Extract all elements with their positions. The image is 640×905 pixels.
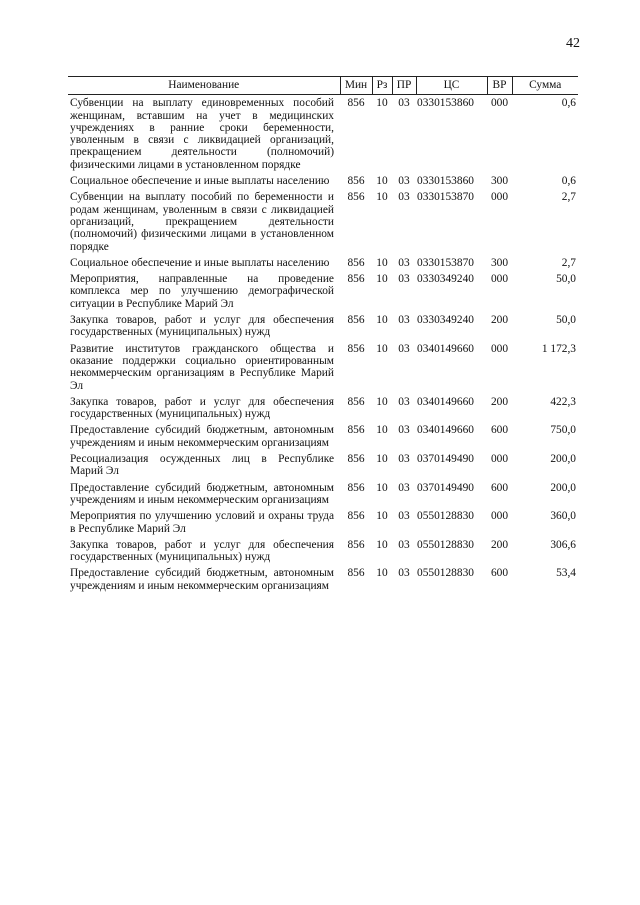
row-sum: 2,7 — [561, 256, 576, 269]
row-vr: 600 — [490, 424, 509, 437]
table-row — [68, 508, 578, 537]
row-cs: 0330153870 — [417, 191, 474, 204]
table-row — [68, 271, 578, 312]
row-min: 856 — [347, 314, 365, 327]
row-cs: 0330153860 — [417, 175, 474, 188]
row-rz: 10 — [376, 191, 388, 204]
row-pr: 03 — [398, 567, 410, 580]
row-pr: 03 — [398, 481, 410, 494]
header-vr: ВР — [487, 77, 512, 95]
header-rz: Рз — [372, 77, 392, 95]
table-row — [68, 255, 578, 271]
row-vr: 200 — [490, 395, 509, 408]
row-name: Ресоциализация осужденных лиц в Республике Марий Эл — [70, 453, 334, 478]
row-min: 856 — [347, 342, 365, 355]
budget-table — [68, 76, 578, 594]
table-row — [68, 565, 578, 594]
row-rz: 10 — [376, 567, 388, 580]
row-sum: 200,0 — [550, 481, 576, 494]
row-vr: 000 — [490, 97, 509, 110]
row-pr: 03 — [398, 342, 410, 355]
row-vr: 000 — [490, 273, 509, 286]
header-cs: ЦС — [416, 77, 487, 95]
row-sum: 1 172,3 — [541, 342, 576, 355]
row-sum: 200,0 — [550, 453, 576, 466]
row-name: Закупка товаров, работ и услуг для обеспечения государственных (муниципальных) нужд — [70, 538, 334, 564]
row-rz: 10 — [376, 395, 388, 408]
table-row — [68, 312, 578, 341]
row-min: 856 — [347, 538, 365, 551]
row-cs: 0370149490 — [417, 481, 474, 494]
row-sum: 0,6 — [561, 175, 576, 188]
row-name: Социальное обеспечение и иные выплаты населению — [70, 256, 330, 269]
table-row — [68, 537, 578, 566]
row-rz: 10 — [376, 342, 388, 355]
row-name: Закупка товаров, работ и услуг для обеспечения государственных (муниципальных) нужд — [70, 395, 334, 421]
row-sum: 50,0 — [556, 314, 576, 327]
header-name: Наименование — [68, 77, 340, 95]
row-name: Предоставление субсидий бюджетным, автономным учреждениям и иным некоммерческим организациям — [70, 424, 334, 449]
row-cs: 0330349240 — [417, 273, 474, 286]
row-min: 856 — [347, 175, 365, 188]
row-vr: 300 — [490, 256, 509, 269]
row-pr: 03 — [398, 175, 410, 188]
row-sum: 53,4 — [556, 567, 576, 580]
row-pr: 03 — [398, 314, 410, 327]
row-min: 856 — [347, 424, 365, 437]
row-vr: 000 — [490, 453, 509, 466]
row-cs: 0550128830 — [417, 510, 474, 523]
table-row — [68, 451, 578, 480]
header-min: Мин — [340, 77, 372, 95]
table-body — [68, 95, 578, 594]
row-sum: 750,0 — [550, 424, 576, 437]
row-min: 856 — [347, 97, 365, 110]
row-pr: 03 — [398, 273, 410, 286]
row-sum: 306,6 — [550, 538, 576, 551]
row-cs: 0550128830 — [417, 567, 474, 580]
row-rz: 10 — [376, 256, 388, 269]
row-cs: 0330349240 — [417, 314, 474, 327]
row-name: Субвенции на выплату единовременных пособий женщинам, вставшим на учет в медицинских учреждениях в ранние сроки беременности, уволенным в связи с ликвидацией организаций, прекращением деятельности (полномочий) физическими лицами в установленном порядке — [70, 97, 334, 171]
row-pr: 03 — [398, 453, 410, 466]
row-rz: 10 — [376, 314, 388, 327]
row-sum: 50,0 — [556, 273, 576, 286]
row-cs: 0330153870 — [417, 256, 474, 269]
row-min: 856 — [347, 191, 365, 204]
row-vr: 200 — [490, 538, 509, 551]
row-min: 856 — [347, 510, 365, 523]
row-rz: 10 — [376, 510, 388, 523]
row-min: 856 — [347, 395, 365, 408]
row-min: 856 — [347, 453, 365, 466]
row-cs: 0550128830 — [417, 538, 474, 551]
row-cs: 0330153860 — [417, 97, 474, 110]
row-vr: 600 — [490, 481, 509, 494]
row-cs: 0340149660 — [417, 342, 474, 355]
row-vr: 600 — [490, 567, 509, 580]
table-header — [68, 77, 578, 95]
row-cs: 0370149490 — [417, 453, 474, 466]
row-vr: 000 — [490, 510, 509, 523]
row-vr: 300 — [490, 175, 509, 188]
row-name: Социальное обеспечение и иные выплаты населению — [70, 175, 330, 188]
table-row — [68, 480, 578, 509]
header-pr: ПР — [392, 77, 416, 95]
row-sum: 422,3 — [550, 395, 576, 408]
row-cs: 0340149660 — [417, 424, 474, 437]
row-rz: 10 — [376, 97, 388, 110]
row-vr: 000 — [490, 191, 509, 204]
row-pr: 03 — [398, 256, 410, 269]
row-rz: 10 — [376, 273, 388, 286]
row-rz: 10 — [376, 481, 388, 494]
row-min: 856 — [347, 481, 365, 494]
row-name: Мероприятия по улучшению условий и охраны труда в Республике Марий Эл — [70, 510, 334, 535]
row-pr: 03 — [398, 97, 410, 110]
budget-table-container — [68, 76, 578, 594]
row-min: 856 — [347, 273, 365, 286]
row-sum: 2,7 — [561, 191, 576, 204]
row-name: Мероприятия, направленные на проведение комплекса мер по улучшению демографической ситуации в Республике Марий Эл — [70, 273, 334, 310]
row-min: 856 — [347, 567, 365, 580]
row-name: Предоставление субсидий бюджетным, автономным учреждениям и иным некоммерческим организациям — [70, 481, 334, 506]
row-pr: 03 — [398, 424, 410, 437]
row-name: Закупка товаров, работ и услуг для обеспечения государственных (муниципальных) нужд — [70, 314, 334, 339]
row-pr: 03 — [398, 191, 410, 204]
row-name: Развитие институтов гражданского общества и оказание поддержки социально ориентированным некоммерческим организациям в Республике Марий Эл — [70, 342, 334, 392]
table-row — [68, 394, 578, 423]
row-vr: 000 — [490, 342, 509, 355]
row-vr: 200 — [490, 314, 509, 327]
table-row — [68, 189, 578, 254]
header-row — [68, 77, 578, 95]
row-pr: 03 — [398, 395, 410, 408]
row-min: 856 — [347, 256, 365, 269]
row-pr: 03 — [398, 538, 410, 551]
row-rz: 10 — [376, 175, 388, 188]
table-row — [68, 341, 578, 394]
row-rz: 10 — [376, 424, 388, 437]
row-name: Предоставление субсидий бюджетным, автономным учреждениям и иным некоммерческим организациям — [70, 567, 334, 592]
table-row — [68, 422, 578, 451]
row-pr: 03 — [398, 510, 410, 523]
row-cs: 0340149660 — [417, 395, 474, 408]
row-rz: 10 — [376, 453, 388, 466]
page-number: 42 — [566, 36, 580, 51]
table-row — [68, 173, 578, 189]
row-rz: 10 — [376, 538, 388, 551]
row-name: Субвенции на выплату пособий по беременности и родам женщинам, уволенным в связи с ликвидацией организаций, прекращением деятельности (полномочий) физическими лицами в установленном порядке — [70, 191, 334, 253]
row-sum: 360,0 — [550, 510, 576, 523]
table-row — [68, 95, 578, 173]
row-sum: 0,6 — [561, 97, 576, 110]
header-sum: Сумма — [512, 77, 578, 95]
